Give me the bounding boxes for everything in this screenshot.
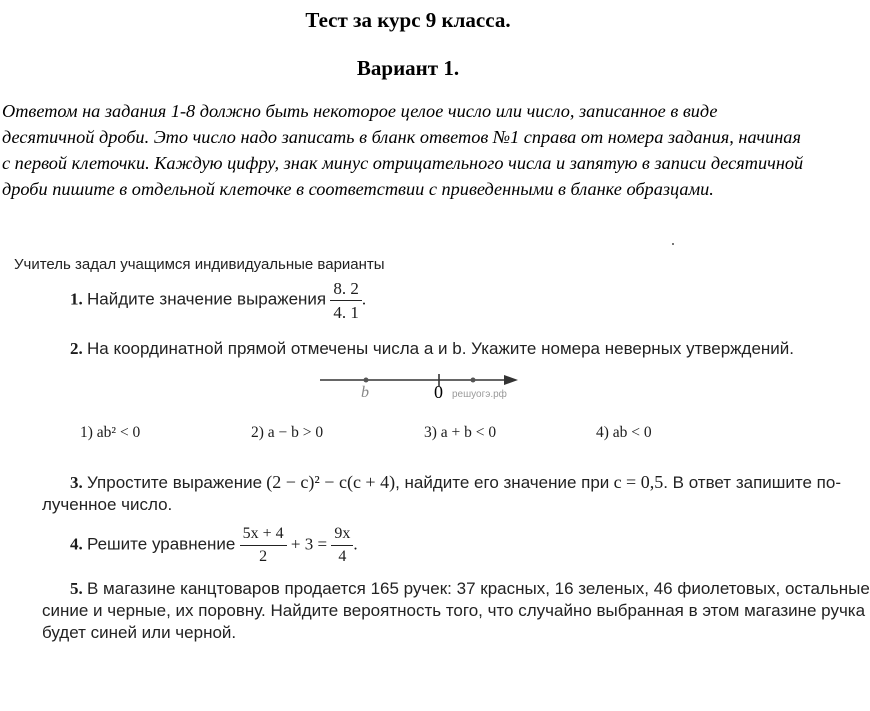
task-1-text: Найдите значение выражения (87, 289, 327, 309)
task-1-end: . (361, 289, 367, 309)
task-2-text: На координатной прямой отмечены числа a и b. Укажите номера неверных утверждений. (87, 339, 795, 358)
task-3-mid: , найдите его значение при (395, 473, 610, 492)
task-3-line1 (70, 472, 841, 493)
task-1 (70, 280, 366, 321)
task-1-number: 1. (70, 289, 83, 309)
task-2-number: 2. (70, 339, 83, 358)
task-3-expression: (2 − c)² − c(c + 4) (266, 472, 396, 492)
task-4-left-denominator: 2 (259, 548, 268, 565)
number-line-arrow (504, 375, 518, 385)
task-4-end: . (353, 534, 358, 554)
option-3: 3) a + b < 0 (424, 424, 497, 441)
test-title: Тест за курс 9 класса. (305, 8, 511, 32)
task-3-end: . В ответ запишите по- (663, 473, 841, 492)
task-4-number: 4. (70, 534, 83, 554)
task-4-left-fraction (240, 526, 287, 565)
task-1-fraction (330, 280, 362, 321)
task-3-value: c = 0,5 (613, 472, 664, 492)
point-b (364, 378, 369, 383)
label-b: b (361, 384, 369, 401)
point-a (471, 378, 476, 383)
task-2 (70, 339, 794, 359)
task-3-number: 3. (70, 473, 83, 492)
task-4-plus: + 3 = (290, 534, 328, 554)
number-line (310, 368, 530, 408)
task-4 (70, 526, 358, 565)
task-4-right-numerator: 9x (331, 526, 353, 546)
task-3-line2: лученное число. (42, 495, 173, 514)
instructions-paragraph: Ответом на задания 1-8 должно быть некоторое целое число или число, записанное в виде десятичной дроби. Это число надо записать в бланк ответов №1 справа от номера задания, начиная с первой клеточки. Каждую цифру, знак минус отрицательного числа и запятую в записи десятичной дроби пишите в отдельной клеточке в соответствии с приведенными в бланке образцами. (2, 101, 804, 199)
task-4-text: Решите уравнение (87, 534, 236, 554)
scan-header: Учитель задал учащимся индивидуальные варианты (14, 256, 385, 273)
task-5-line3: будет синей или черной. (42, 623, 237, 642)
watermark: решуогэ.рф (452, 389, 507, 400)
task-5-text-1: В магазине канцтоваров продается 165 ручек: 37 красных, 16 зеленых, 46 фиолетовых, остальные (87, 579, 870, 598)
task-1-denominator: 4. 1 (333, 303, 359, 322)
scan-artifact-dot (672, 243, 674, 245)
variant-title: Вариант 1. (356, 56, 460, 80)
label-zero: 0 (434, 382, 443, 402)
option-2: 2) a − b > 0 (251, 424, 324, 441)
task-4-right-denominator: 4 (338, 548, 347, 565)
option-1: 1) ab² < 0 (80, 424, 141, 441)
task-4-right-fraction (331, 526, 353, 565)
option-4: 4) ab < 0 (596, 424, 652, 441)
task-1-numerator: 8. 2 (330, 280, 362, 301)
task-4-left-numerator: 5x + 4 (240, 526, 287, 546)
task-3-text: Упростите выражение (87, 473, 263, 492)
task-5-line2: синие и черные, их поровну. Найдите вероятность того, что случайно выбранная в этом магазине ручка (42, 601, 866, 620)
task-5-number: 5. (70, 579, 83, 598)
task-5-line1 (70, 579, 870, 599)
